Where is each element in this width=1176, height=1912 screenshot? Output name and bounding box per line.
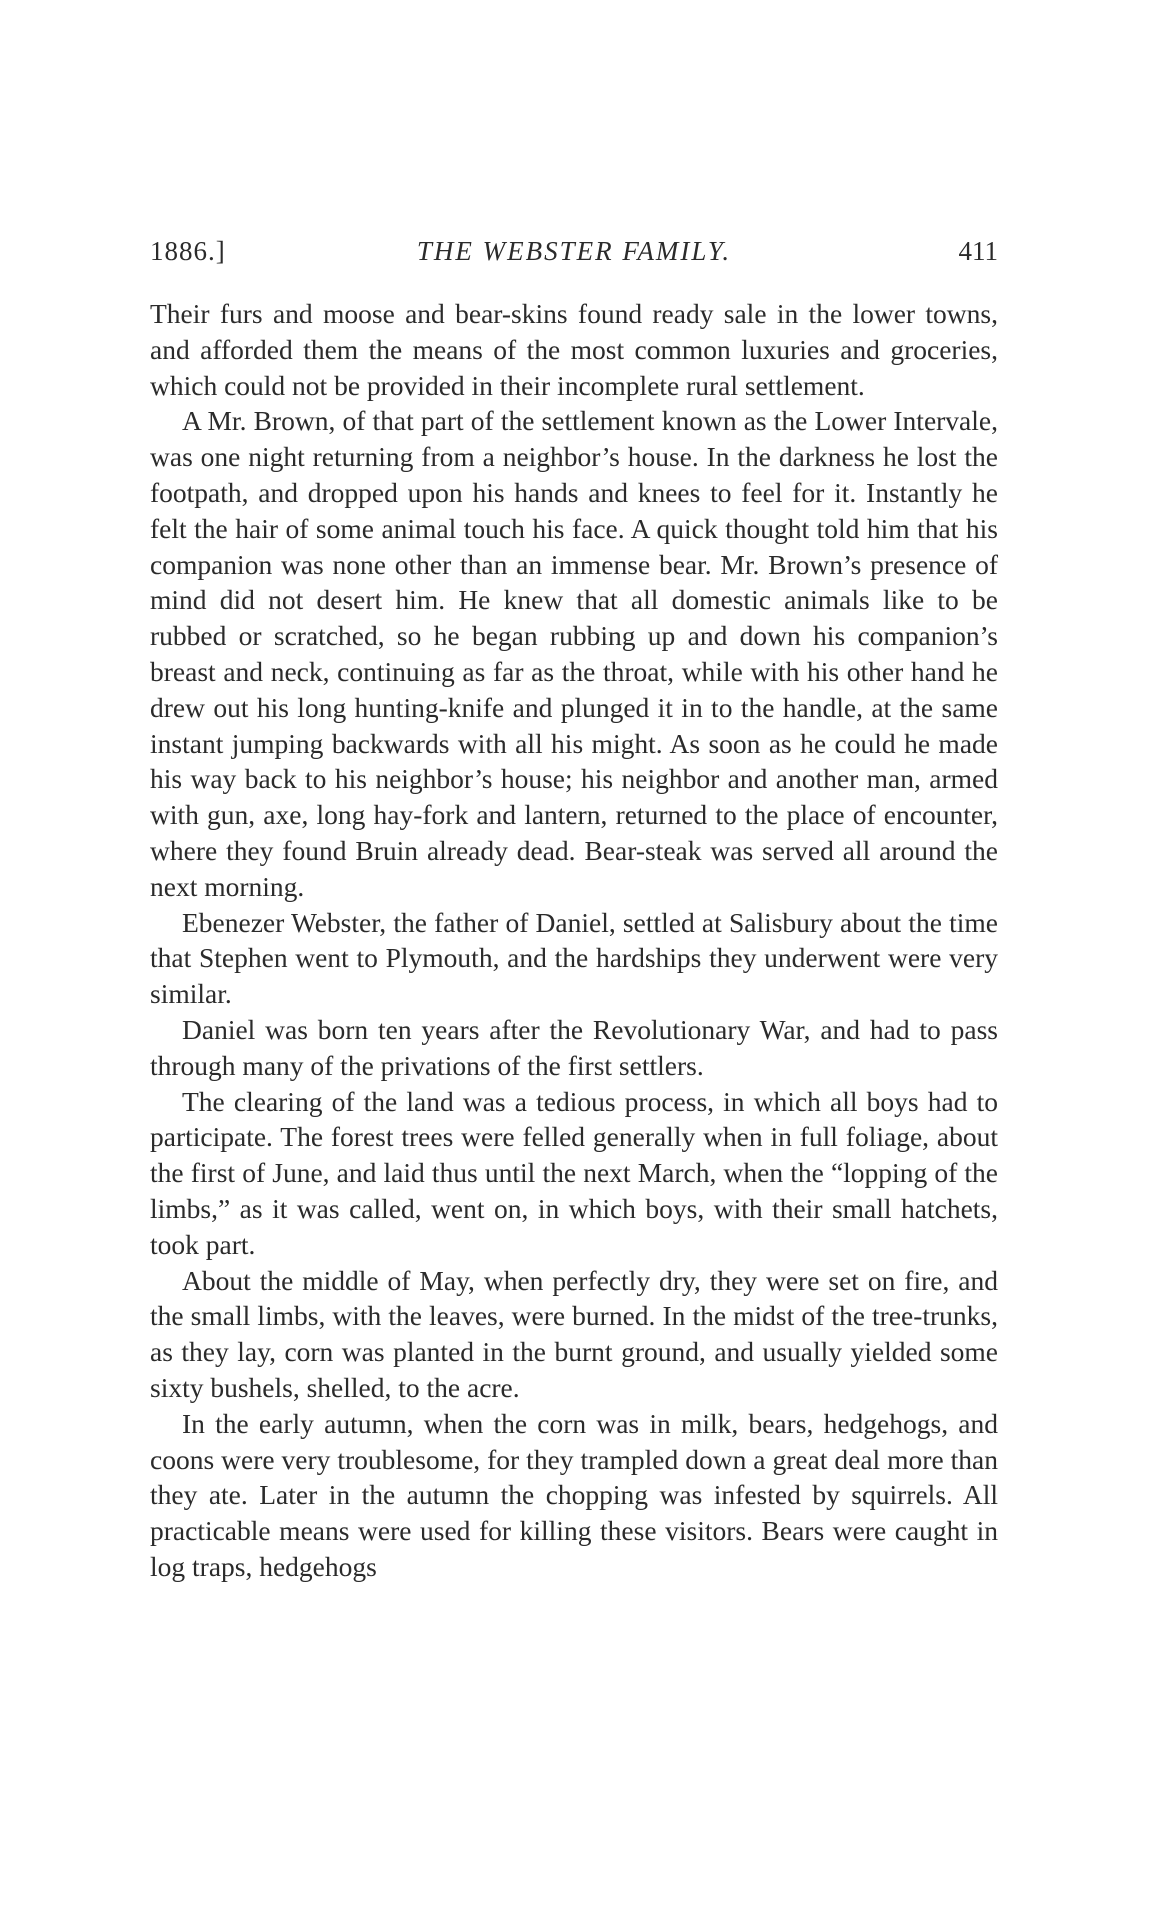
paragraph-1: Their furs and moose and bear-skins found ready sale in the lower towns, and afforded them the means of the most common luxuries and groceries, which could not be provided in their incomplete rural settlement. (150, 298, 998, 401)
paragraph-2: A Mr. Brown, of that part of the settlement known as the Lower Intervale, was one night returning from a neighbor’s house. In the darkness he lost the footpath, and dropped upon his hands and knees to feel for it. Instantly he felt the hair of some animal touch his face. A quick thought told him that his companion was none other than an immense bear. Mr. Brown’s presence of mind did not desert him. He knew that all domestic animals like to be rubbed or scratched, so he began rubbing up and down his companion’s breast and neck, continuing as far as the throat, while with his other hand he drew out his long hunting-knife and plunged it in to the handle, at the same instant jumping backwards with all his might. As soon as he could he made his way back to his neighbor’s house; his neighbor and another man, armed with gun, axe, long hay-fork and lantern, returned to the place of encounter, where they found Bruin already dead. Bear-steak was served all around the next morning. (150, 405, 998, 902)
paragraph-5: The clearing of the land was a tedious process, in which all boys had to participate. The forest trees were felled generally when in full foliage, about the first of June, and laid thus until the next March, when the “lopping of the limbs,” as it was called, went on, in which boys, with their small hatchets, took part. (150, 1085, 998, 1260)
paragraph-3: Ebenezer Webster, the father of Daniel, settled at Salisbury about the time that Stephen went to Plymouth, and the hardships they underwent were very similar. (150, 906, 998, 1010)
paragraph-4: Daniel was born ten years after the Revolutionary War, and had to pass through many of the privations of the first settlers. (150, 1013, 998, 1081)
header-year: 1886.] (150, 236, 226, 266)
running-head (150, 236, 998, 276)
paragraph-7: In the early autumn, when the corn was in milk, bears, hedgehogs, and coons were very troublesome, for they trampled down a great deal more than they ate. Later in the autumn the chopping was infested by squirrels. All practicable means were used for killing these visitors. Bears were caught in log traps, hedgehogs (150, 1407, 998, 1582)
paragraph-6: About the middle of May, when perfectly dry, they were set on fire, and the small limbs, with the leaves, were burned. In the midst of the tree-trunks, as they lay, corn was planted in the burnt ground, and usually yielded some sixty bushels, shelled, to the acre. (150, 1264, 998, 1403)
body-text (150, 296, 998, 1585)
header-title: THE WEBSTER FAMILY. (416, 236, 732, 266)
page-number: 411 (958, 236, 998, 266)
